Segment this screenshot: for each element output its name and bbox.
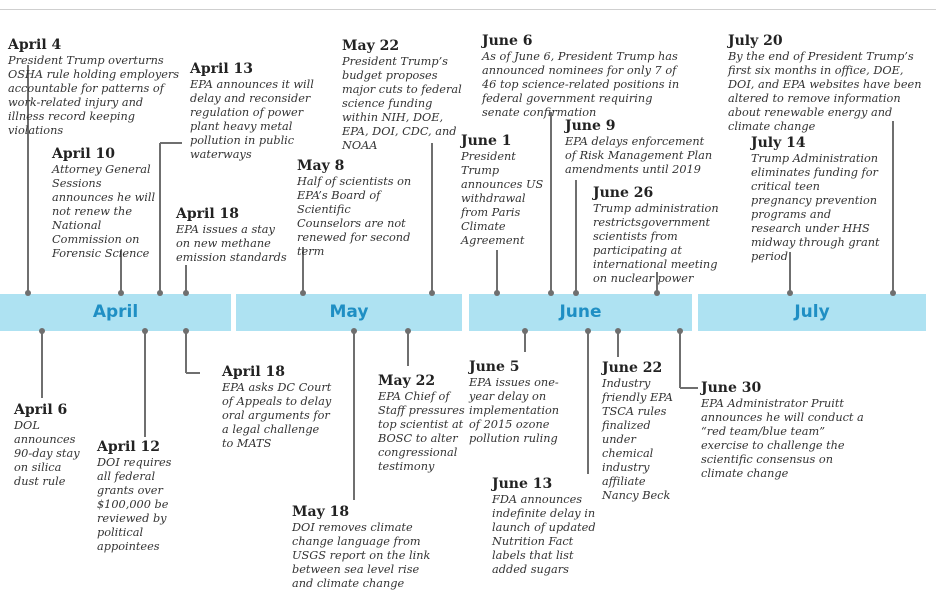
timeline-event-april-13 [190, 61, 330, 162]
event-date: July 20 [728, 33, 783, 49]
connector-dot [548, 290, 554, 296]
connector-line [892, 121, 894, 293]
event-description: EPA Chief of Staff pressures top scientist at BOSC to alter congressional testimony [378, 390, 465, 473]
event-description: EPA issues one-year delay on implementation of 2015 ozone pollution ruling [469, 376, 560, 445]
event-date: June 26 [593, 185, 654, 201]
connector-dot [405, 328, 411, 334]
month-band-may: May [236, 294, 462, 331]
timeline-event-june-30 [701, 380, 876, 481]
connector-dot [300, 290, 306, 296]
event-date: May 18 [292, 504, 350, 520]
connector-line [587, 331, 589, 474]
connector-dot [494, 290, 500, 296]
event-date: April 10 [52, 146, 116, 162]
connector-dot [585, 328, 591, 334]
event-date: June 13 [492, 476, 553, 492]
connector-dot [890, 290, 896, 296]
timeline-event-july-20 [728, 33, 926, 134]
timeline-event-may-18 [292, 504, 432, 591]
connector-line [550, 112, 552, 293]
connector-dot [118, 290, 124, 296]
connector-dot [787, 290, 793, 296]
timeline-event-june-22 [602, 360, 674, 503]
event-description: EPA announces it will delay and reconsider regulation of power plant heavy metal pollution in public waterways [190, 78, 314, 161]
connector-dot [573, 290, 579, 296]
event-description: Trump administration restrictsgovernment scientists from participating at international meeting on nuclear power [593, 202, 719, 285]
connector-line [41, 331, 43, 398]
connector-line [496, 250, 498, 293]
event-description: EPA asks DC Court of Appeals to delay oral arguments for a legal challenge to MATS [222, 381, 332, 450]
event-description: DOL announces 90-day stay on silica dust rule [14, 419, 80, 488]
timeline-event-june-13 [492, 476, 602, 577]
connector-line [353, 331, 355, 500]
event-date: June 6 [482, 33, 533, 49]
event-date: June 1 [461, 133, 512, 149]
timeline-event-april-4 [8, 37, 183, 138]
event-date: May 8 [297, 158, 345, 174]
month-band-april: April [0, 294, 231, 331]
timeline-event-june-26 [593, 185, 735, 286]
event-date: June 22 [602, 360, 663, 376]
connector-dot [183, 290, 189, 296]
timeline-event-may-22-bosc [378, 373, 468, 474]
event-description: EPA issues a stay on new methane emission standards [176, 223, 287, 264]
event-date: June 5 [469, 359, 520, 375]
timeline-event-april-6 [14, 402, 89, 489]
event-description: By the end of President Trump’s first six months in office, DOE, DOI, and EPA websites have been altered to remove information about renewable energy and climate change [728, 50, 922, 133]
connector-line [144, 331, 146, 437]
event-description: DOI removes climate change language from USGS report on the link between sea level rise and climate change [292, 521, 431, 590]
event-date: April 12 [97, 439, 161, 455]
event-description: EPA Administrator Pruitt announces he will conduct a “red team/blue team” exercise to challenge the scientific consensus on climate change [701, 397, 864, 480]
connector-line [679, 331, 681, 388]
connector-dot [615, 328, 621, 334]
timeline-event-april-18-methane [176, 206, 291, 265]
timeline-event-may-22-budget [342, 38, 470, 153]
event-description: Half of scientists on EPA’s Board of Scientific Counselors are not renewed for second term [297, 175, 412, 258]
connector-hook [680, 387, 698, 389]
month-band-july: July [698, 294, 926, 331]
connector-dot [25, 290, 31, 296]
event-date: May 22 [378, 373, 436, 389]
event-description: DOI requires all federal grants over $100,000 be reviewed by political appointees [97, 456, 172, 553]
event-date: June 9 [565, 118, 616, 134]
connector-dot [429, 290, 435, 296]
connector-dot [654, 290, 660, 296]
event-description: President Trump’s budget proposes major cuts to federal science funding within NIH, DOE, EPA, DOI, CDC, and NOAA [342, 55, 462, 152]
connector-line [575, 180, 577, 293]
event-date: July 14 [751, 135, 806, 151]
connector-line [617, 331, 619, 357]
connector-line [185, 265, 187, 293]
connector-dot [677, 328, 683, 334]
connector-line [524, 331, 526, 352]
event-date: April 6 [14, 402, 68, 418]
event-date: April 13 [190, 61, 254, 77]
event-date: April 18 [222, 364, 286, 380]
timeline-event-april-10 [52, 146, 162, 261]
event-description: Industry friendly EPA TSCA rules finalized under chemical industry affiliate Nancy Beck [602, 377, 673, 502]
event-description: President Trump announces US withdrawal from Paris Climate Agreement [461, 150, 544, 247]
timeline-event-july-14 [751, 135, 881, 264]
connector-hook [186, 372, 200, 374]
connector-dot [183, 328, 189, 334]
connector-line [185, 331, 187, 373]
event-date: May 22 [342, 38, 400, 54]
event-date: April 4 [8, 37, 62, 53]
timeline-event-may-8 [297, 158, 417, 259]
connector-dot [142, 328, 148, 334]
connector-dot [39, 328, 45, 334]
top-rule [0, 9, 936, 10]
event-description: EPA delays enforcement of Risk Management Plan amendments until 2019 [565, 135, 713, 176]
timeline-event-june-6 [482, 33, 692, 120]
timeline-event-april-18-mats [222, 364, 334, 451]
month-band-june: June [469, 294, 692, 331]
event-description: President Trump overturns OSHA rule holding employers accountable for patterns of work-related injury and illness record keeping violations [8, 54, 180, 137]
connector-dot [157, 290, 163, 296]
connector-line [407, 331, 409, 366]
connector-line [431, 143, 433, 293]
timeline-event-june-5 [469, 359, 564, 446]
connector-dot [522, 328, 528, 334]
timeline-event-june-9 [565, 118, 715, 177]
event-description: Trump Administration eliminates funding for critical teen pregnancy prevention programs and research under HHS midway through grant period [751, 152, 880, 263]
event-description: FDA announces indefinite delay in launch of updated Nutrition Fact labels that list added sugars [492, 493, 596, 576]
timeline-event-april-12 [97, 439, 172, 554]
event-date: June 30 [701, 380, 762, 396]
event-date: April 18 [176, 206, 240, 222]
connector-dot [351, 328, 357, 334]
timeline-event-june-1 [461, 133, 545, 248]
event-description: As of June 6, President Trump has announced nominees for only 7 of 46 top science-related positions in federal government requiring senate confirmation [482, 50, 680, 119]
event-description: Attorney General Sessions announces he will not renew the National Commission on Forensic Science [52, 163, 156, 260]
connector-hook [160, 142, 182, 144]
